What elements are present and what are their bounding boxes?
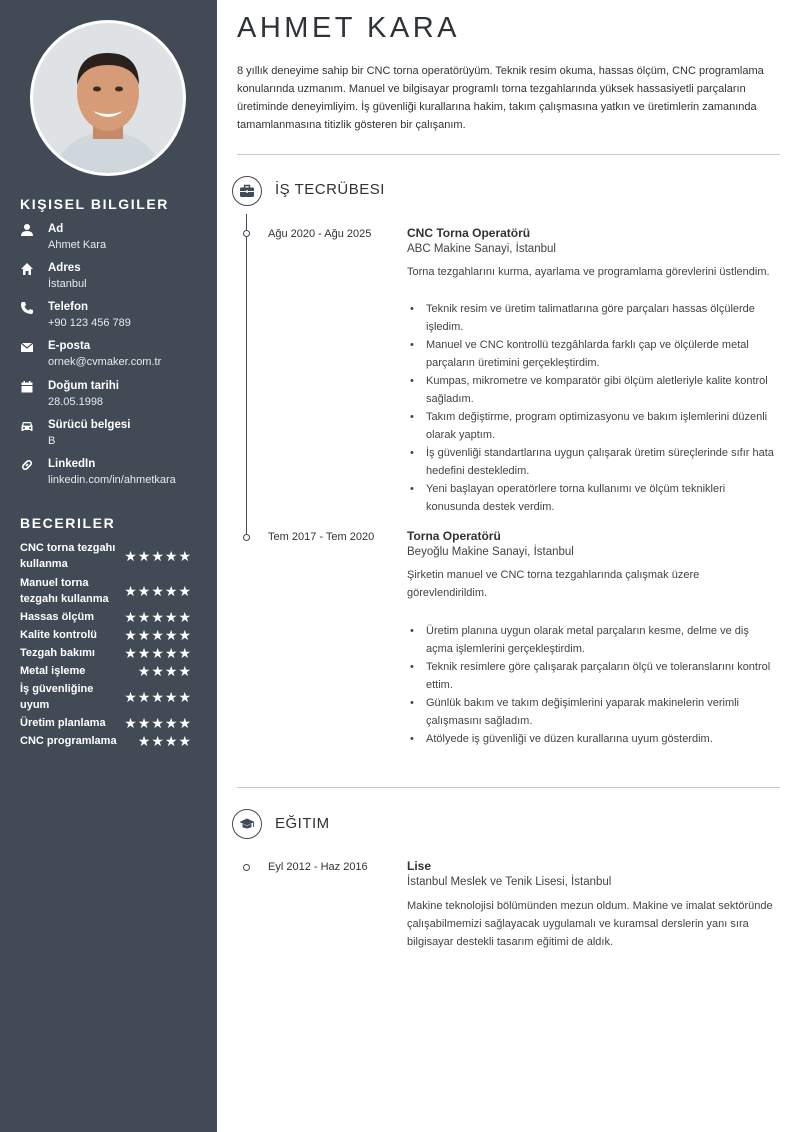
- skill-rating-stars: ★★★★★: [124, 627, 192, 643]
- skill-item: [20, 540, 192, 572]
- skill-rating-stars: ★★★★★: [124, 609, 192, 625]
- skill-item: [20, 609, 192, 625]
- job-description: Torna tezgahlarını kurma, ayarlama ve programlama görevlerini üstlendim.: [407, 266, 770, 278]
- personal-value: 28.05.1998: [48, 396, 104, 408]
- skill-rating-stars: ★★★★★: [124, 715, 192, 731]
- job-company: ABC Makine Sanayi, İstanbul: [407, 243, 556, 255]
- personal-label: Doğum tarihi: [48, 380, 119, 392]
- personal-label: Sürücü belgesi: [48, 419, 131, 431]
- skill-name: Tezgah bakımı: [20, 647, 95, 659]
- skill-rating-stars: ★★★★: [137, 663, 192, 679]
- job-date: Ağu 2020 - Ağu 2025: [268, 228, 372, 240]
- personal-value: Ahmet Kara: [48, 239, 107, 251]
- skill-rating-stars: ★★★★: [137, 733, 192, 749]
- personal-item-linkedin[interactable]: [20, 457, 210, 491]
- skill-item: [20, 627, 192, 643]
- main-content: [217, 0, 800, 1132]
- personal-item-name: [20, 222, 210, 256]
- education-date: Eyl 2012 - Haz 2016: [268, 861, 368, 873]
- job-bullets: [407, 300, 777, 516]
- skill-name: Hassas ölçüm: [20, 611, 94, 623]
- skill-name: İş güvenliğine uyum: [20, 683, 94, 711]
- skill-item: [20, 645, 192, 661]
- personal-label: Telefon: [48, 301, 89, 313]
- bullet-item: • Kumpas, mikrometre ve komparatör gibi ölçüm aletleriyle kalite kontrol sağladım.: [407, 372, 777, 408]
- candidate-name: AHMET KARA: [237, 12, 461, 44]
- skill-name: CNC torna tezgahı kullanma: [20, 542, 116, 570]
- profile-summary: 8 yıllık deneyime sahip bir CNC torna operatörüyüm. Teknik resim okuma, hassas ölçüm, CNC programlama konularında uzmanım. Manuel ve bilgisayar programlı torna tezgahlarında yüksek hassasiyetli parçaların üretiminde deneyimliyim. İş güvenliği kurallarına hakim, takım çalışmasına yatkın ve üretimlerin zamanında tamamlanmasına titizlik gösteren bir çalışanım.: [237, 65, 764, 131]
- skill-rating-stars: ★★★★★: [124, 645, 192, 661]
- skill-item: [20, 715, 192, 731]
- skill-name: CNC programlama: [20, 735, 117, 747]
- bullet-item: • Manuel ve CNC kontrollü tezgâhlarda farklı çap ve ölçülerde metal parçaların üretimini gerçekleştirdim.: [407, 336, 777, 372]
- divider: [237, 787, 780, 788]
- education-school: İstanbul Meslek ve Tenik Lisesi, İstanbul: [407, 876, 612, 888]
- timeline-dot: [243, 864, 250, 871]
- education-heading: EĞITIM: [275, 815, 330, 832]
- bullet-item: • Teknik resim ve üretim talimatlarına göre parçaları hassas ölçülerde işledim.: [407, 300, 777, 336]
- skill-name: Metal işleme: [20, 665, 86, 677]
- job-title: Torna Operatörü: [407, 529, 501, 543]
- job-company: Beyoğlu Makine Sanayi, İstanbul: [407, 546, 574, 558]
- timeline-line: [246, 214, 247, 539]
- bullet-item: • Yeni başlayan operatörlere torna kullanımı ve ölçüm teknikleri konusunda destek verdim.: [407, 480, 777, 516]
- personal-value: ornek@cvmaker.com.tr: [48, 356, 162, 368]
- mail-icon: [20, 340, 36, 354]
- bullet-item: • Üretim planına uygun olarak metal parçaların kesme, delme ve diş açma işlemlerini gerçekleştirdim.: [407, 622, 777, 658]
- timeline-dot: [243, 534, 250, 541]
- phone-icon: [20, 301, 36, 315]
- skill-item: [20, 681, 192, 713]
- experience-heading: İŞ TECRÜBESI: [275, 181, 385, 198]
- personal-item-email: [20, 339, 210, 373]
- skill-item: [20, 575, 192, 607]
- bullet-item: • İş güvenliği standartlarına uygun çalışarak üretim süreçlerinde sıfır hata hedefini destekledim.: [407, 444, 777, 480]
- bullet-item: • Günlük bakım ve takım değişimlerini yaparak makinelerin verimli çalışmasını sağladım.: [407, 694, 777, 730]
- personal-item-phone: [20, 300, 210, 334]
- graduation-cap-icon: [232, 809, 262, 839]
- skill-name: Manuel torna tezgahı kullanma: [20, 577, 109, 605]
- skills-heading: BECERILER: [20, 515, 116, 531]
- personal-label: Ad: [48, 223, 64, 235]
- skill-rating-stars: ★★★★★: [124, 689, 192, 705]
- job-date: Tem 2017 - Tem 2020: [268, 531, 375, 543]
- personal-info-heading: KIŞISEL BILGILER: [20, 196, 170, 212]
- personal-value: +90 123 456 789: [48, 317, 131, 329]
- briefcase-icon: [232, 176, 262, 206]
- personal-label: E-posta: [48, 340, 91, 352]
- job-description: Şirketin manuel ve CNC torna tezgahlarında çalışmak üzere görevlendirildim.: [407, 569, 700, 599]
- education-description: Makine teknolojisi bölümünden mezun oldum. Makine ve imalat sektöründe çalışabilmemizi sağlayacak uygulamalı ve kuramsal derslerin yanı sıra bilgisayar destekli tasarım eğitimi de aldık.: [407, 900, 773, 948]
- personal-label: Adres: [48, 262, 81, 274]
- skill-rating-stars: ★★★★★: [124, 583, 192, 599]
- calendar-icon: [20, 380, 36, 394]
- user-icon: [20, 223, 36, 237]
- personal-item-license: [20, 418, 210, 452]
- bullet-item: • Takım değiştirme, program optimizasyonu ve bakım işlemlerini düzenli olarak yaptım.: [407, 408, 777, 444]
- link-icon: [20, 458, 36, 472]
- personal-item-birthdate: [20, 379, 210, 413]
- personal-label: LinkedIn: [48, 458, 96, 470]
- personal-value: İstanbul: [48, 278, 87, 290]
- skill-rating-stars: ★★★★★: [124, 548, 192, 564]
- skill-name: Kalite kontrolü: [20, 629, 98, 641]
- job-title: CNC Torna Operatörü: [407, 226, 531, 240]
- skill-item: [20, 663, 192, 679]
- profile-photo: [30, 20, 186, 176]
- job-bullets: [407, 622, 777, 748]
- car-icon: [20, 419, 36, 433]
- skill-item: [20, 733, 192, 749]
- skill-name: Üretim planlama: [20, 717, 106, 729]
- education-degree: Lise: [407, 859, 432, 873]
- divider: [237, 154, 780, 155]
- personal-value: B: [48, 435, 56, 447]
- personal-item-address: [20, 261, 210, 295]
- timeline-dot: [243, 230, 250, 237]
- linkedin-link[interactable]: linkedin.com/in/ahmetkara: [48, 474, 176, 486]
- bullet-item: • Teknik resimlere göre çalışarak parçaların ölçü ve toleranslarını kontrol ettim.: [407, 658, 777, 694]
- bullet-item: • Atölyede iş güvenliği ve düzen kurallarına uyum gösterdim.: [407, 730, 777, 748]
- home-icon: [20, 262, 36, 276]
- sidebar: [0, 0, 217, 1132]
